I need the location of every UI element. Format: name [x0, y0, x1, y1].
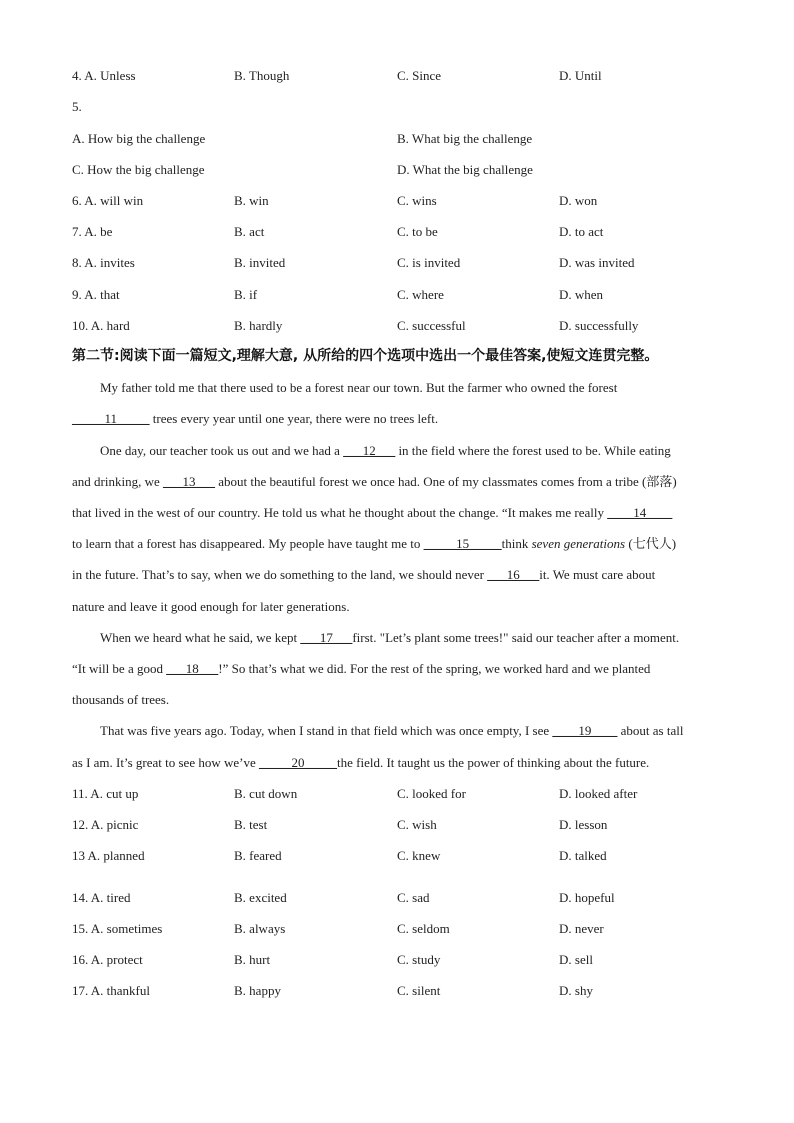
passage-text: it. We must care about	[539, 567, 656, 582]
blank-15: _____15_____	[423, 536, 502, 551]
option-a: 6. A. will win	[72, 193, 144, 208]
passage-line	[72, 535, 676, 553]
option-c: C. seldom	[397, 921, 450, 936]
option-b: B. What big the challenge	[397, 131, 533, 146]
option-c: C. silent	[397, 983, 441, 998]
passage-text: in the field where the forest used to be. While eating	[395, 443, 671, 458]
option-a: 16. A. protect	[72, 952, 143, 967]
passage-text: One day, our teacher took us out and we had a	[100, 443, 344, 458]
passage-text: that lived in the west of our country. He told us what he thought about the change. “It makes me really	[72, 505, 608, 520]
option-d: D. talked	[559, 848, 607, 863]
passage-text: That was five years ago. Today, when I stand in that field which was once empty, I see	[100, 723, 553, 738]
option-b: B. if	[234, 287, 258, 302]
option-a: 17. A. thankful	[72, 983, 150, 998]
blank-17: ___17___	[300, 630, 353, 645]
blank-18: ___18___	[166, 661, 219, 676]
option-b: B. win	[234, 193, 269, 208]
option-c: C. wish	[397, 817, 437, 832]
option-c: C. knew	[397, 848, 441, 863]
option-d: D. looked after	[559, 786, 638, 801]
passage-text: and drinking, we	[72, 474, 163, 489]
option-b: B. feared	[234, 848, 282, 863]
passage-text: My father told me that there used to be a forest near our town. But the farmer who owned the forest	[100, 380, 618, 395]
passage-text: in the future. That’s to say, when we do something to the land, we should never	[72, 567, 488, 582]
option-b: B. hardly	[234, 318, 283, 333]
option-c: C. sad	[397, 890, 430, 905]
option-d: D. shy	[559, 983, 593, 998]
option-a: A. How big the challenge	[72, 131, 206, 146]
section-heading: 第二节:阅读下面一篇短文,理解大意, 从所给的四个选项中选出一个最佳答案,使短文连贯完整。	[72, 348, 659, 364]
option-b: B. cut down	[234, 786, 298, 801]
option-c: C. study	[397, 952, 441, 967]
passage-line	[72, 754, 649, 772]
passage-italic-text: seven generations	[531, 536, 626, 551]
option-a: 9. A. that	[72, 287, 120, 302]
passage-text: about as tall	[617, 723, 684, 738]
option-d: D. lesson	[559, 817, 608, 832]
passage-line	[72, 660, 650, 678]
option-a: 8. A. invites	[72, 255, 135, 270]
option-c: C. Since	[397, 68, 442, 83]
passage-line	[72, 473, 677, 491]
option-c: C. successful	[397, 318, 466, 333]
option-d: D. sell	[559, 952, 593, 967]
option-d: D. was invited	[559, 255, 635, 270]
option-b: B. excited	[234, 890, 287, 905]
passage-text: thousands of trees.	[72, 692, 170, 707]
blank-13: ___13___	[162, 474, 215, 489]
option-a: 12. A. picnic	[72, 817, 139, 832]
option-c: C. looked for	[397, 786, 466, 801]
option-d: D. to act	[559, 224, 604, 239]
passage-line	[100, 629, 679, 647]
passage-line	[72, 504, 672, 522]
option-d: D. Until	[559, 68, 602, 83]
blank-16: ___16___	[487, 567, 540, 582]
option-b: B. hurt	[234, 952, 271, 967]
option-d: D. never	[559, 921, 604, 936]
passage-line	[100, 722, 683, 740]
passage-text: think	[501, 536, 532, 551]
passage-text: first. "Let’s plant some trees!" said our teacher after a moment.	[352, 630, 680, 645]
question-number: 5.	[72, 99, 82, 114]
blank-12: ___12___	[343, 443, 396, 458]
blank-20: _____20_____	[259, 755, 337, 770]
option-a: 7. A. be	[72, 224, 113, 239]
option-b: B. test	[234, 817, 268, 832]
option-a: 13 A. planned	[72, 848, 145, 863]
passage-line	[72, 598, 350, 616]
blank-14: ____14____	[607, 505, 673, 520]
option-a: 14. A. tired	[72, 890, 131, 905]
option-c: C. where	[397, 287, 444, 302]
option-a: 4. A. Unless	[72, 68, 136, 83]
passage-text: about the beautiful forest we once had. One of my classmates comes from a tribe (部落)	[214, 474, 677, 489]
option-d: D. What the big challenge	[397, 162, 533, 177]
option-a: 10. A. hard	[72, 318, 130, 333]
passage-text: trees every year until one year, there were no trees left.	[149, 411, 439, 426]
option-b: B. act	[234, 224, 265, 239]
passage-text: (七代人)	[625, 536, 677, 551]
passage-line	[100, 442, 671, 460]
blank-11: _____11_____	[72, 411, 150, 426]
passage-text: to learn that a forest has disappeared. My people have taught me to	[72, 536, 424, 551]
passage-line	[100, 379, 617, 397]
passage-line	[72, 410, 438, 428]
passage-line	[72, 691, 169, 709]
passage-text: the field. It taught us the power of thinking about the future.	[337, 755, 650, 770]
option-b: B. always	[234, 921, 286, 936]
option-a: 11. A. cut up	[72, 786, 139, 801]
option-b: B. Though	[234, 68, 290, 83]
option-d: D. when	[559, 287, 604, 302]
blank-19: ____19____	[552, 723, 618, 738]
option-b: B. invited	[234, 255, 286, 270]
option-c: C. wins	[397, 193, 437, 208]
passage-text: nature and leave it good enough for later generations.	[72, 599, 350, 614]
passage-line	[72, 566, 655, 584]
option-b: B. happy	[234, 983, 281, 998]
option-c: C. How the big challenge	[72, 162, 205, 177]
option-c: C. to be	[397, 224, 438, 239]
option-c: C. is invited	[397, 255, 461, 270]
passage-text: When we heard what he said, we kept	[100, 630, 301, 645]
passage-text: “It will be a good	[72, 661, 167, 676]
passage-text: !” So that’s what we did. For the rest of the spring, we worked hard and we planted	[218, 661, 651, 676]
option-d: D. successfully	[559, 318, 639, 333]
passage-text: as I am. It’s great to see how we’ve	[72, 755, 259, 770]
option-a: 15. A. sometimes	[72, 921, 163, 936]
option-d: D. hopeful	[559, 890, 615, 905]
option-d: D. won	[559, 193, 598, 208]
